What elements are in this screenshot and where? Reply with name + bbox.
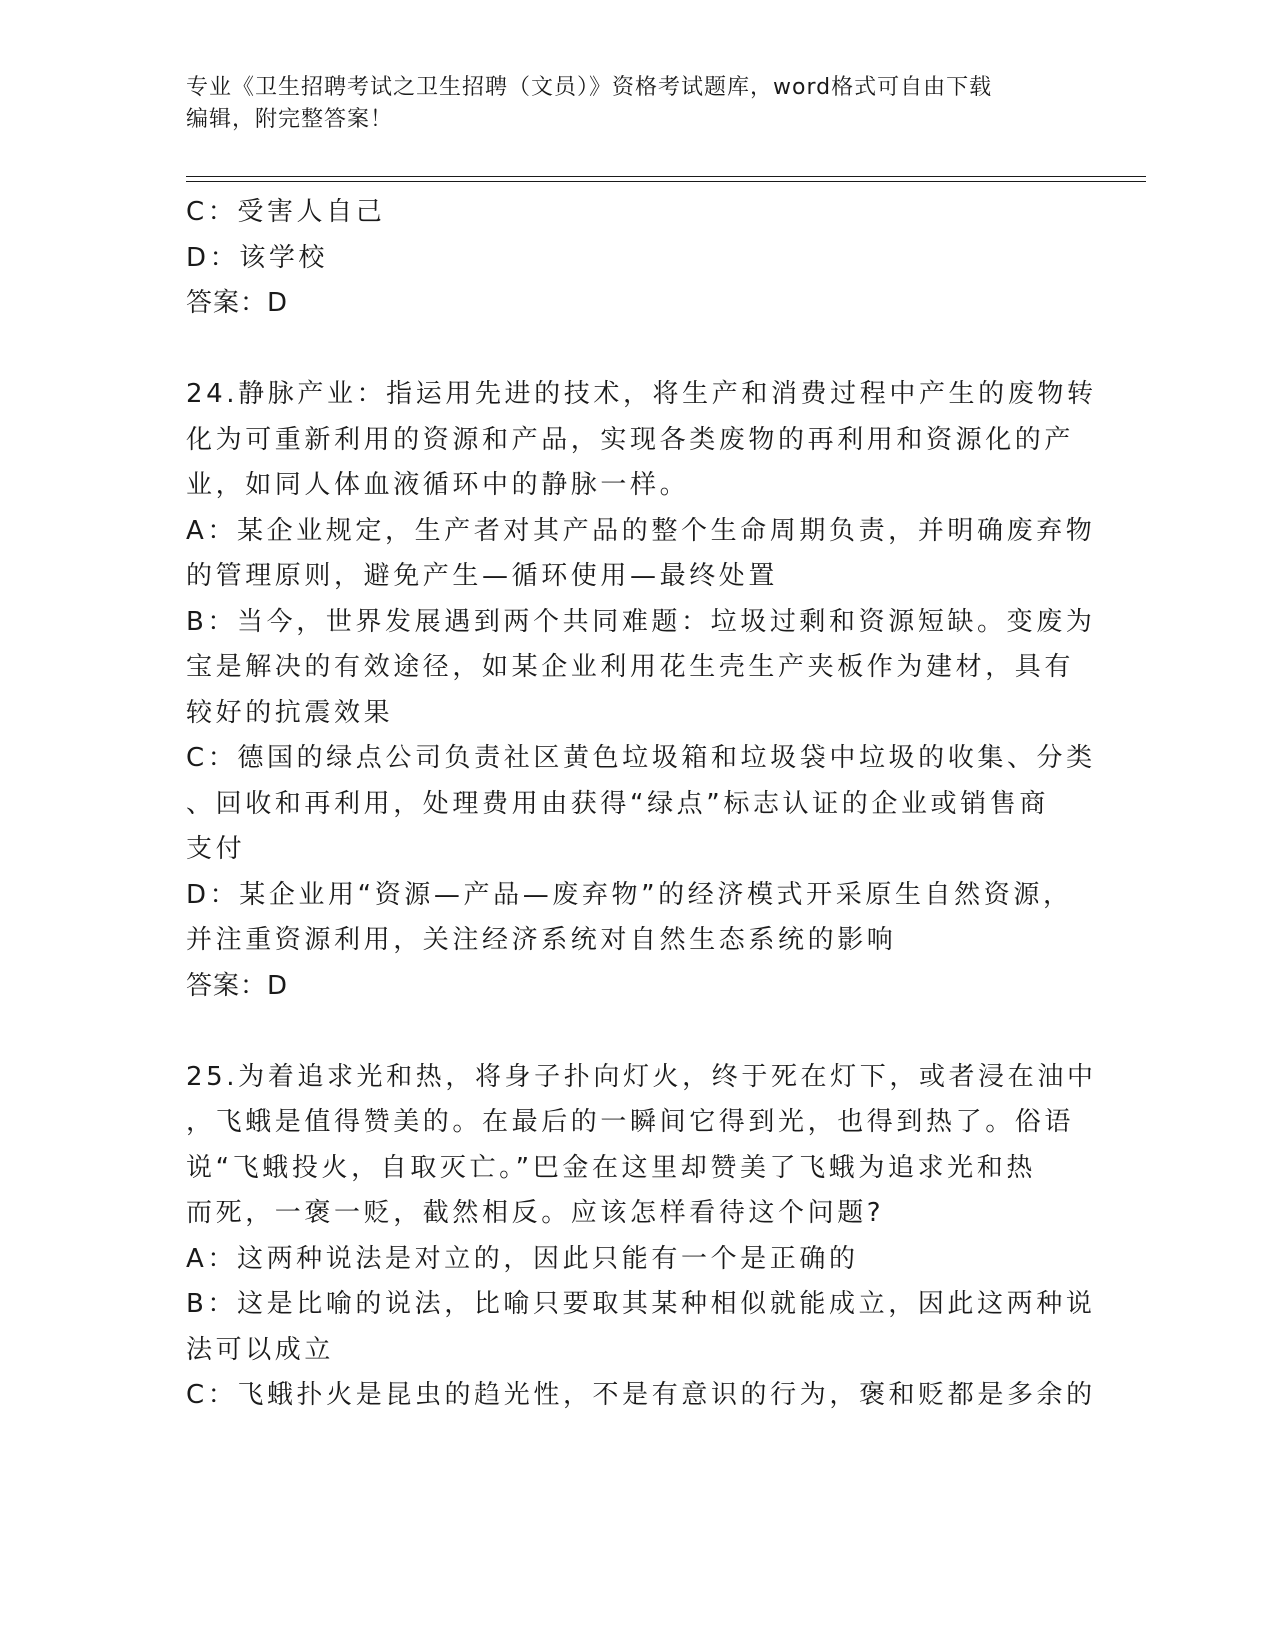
spacer	[186, 327, 1086, 373]
option-d: D：该学校	[186, 242, 329, 273]
option-d: D：某企业用“资源—产品—废弃物”的经济模式开采原生自然资源，	[186, 879, 1073, 910]
answer: 答案：D	[186, 288, 289, 318]
question-24	[186, 372, 1097, 1009]
option-a: 的管理原则，避免产生—循环使用—最终处置	[186, 561, 779, 591]
header-divider	[186, 181, 1146, 182]
question-23-tail	[186, 190, 1086, 327]
question-25	[186, 1055, 1097, 1419]
question-stem: 业，如同人体血液循环中的静脉一样。	[186, 470, 690, 500]
document-header	[186, 72, 1086, 136]
header-line: 专业《卫生招聘考试之卫生招聘（文员）》资格考试题库，word格式可自由下载	[186, 75, 993, 100]
question-stem: 而死，一褒一贬，截然相反。应该怎样看待这个问题?	[186, 1198, 885, 1228]
option-a: A：这两种说法是对立的，因此只能有一个是正确的	[186, 1243, 859, 1274]
header-line: 编辑，附完整答案！	[186, 107, 394, 132]
option-c: C：受害人自己	[186, 197, 386, 227]
option-b: B：当今，世界发展遇到两个共同难题：垃圾过剩和资源短缺。变废为	[186, 606, 1096, 637]
option-b: 法可以成立	[186, 1334, 335, 1365]
question-stem: 说“飞蛾投火，自取灭亡。”巴金在这里却赞美了飞蛾为追求光和热	[186, 1152, 1036, 1183]
option-c: 支付	[186, 834, 246, 864]
question-stem: 25.为着追求光和热，将身子扑向灯火，终于死在灯下，或者浸在油中	[186, 1061, 1097, 1092]
document-body	[186, 190, 1097, 1419]
question-stem: 24.静脉产业：指运用先进的技术，将生产和消费过程中产生的废物转	[186, 379, 1097, 409]
option-c: 、回收和再利用，处理费用由获得“绿点”标志认证的企业或销售商	[186, 788, 1049, 819]
question-stem: ，飞蛾是值得赞美的。在最后的一瞬间它得到光，也得到热了。俗语	[186, 1107, 1075, 1137]
option-a: A：某企业规定，生产者对其产品的整个生命周期负责，并明确废弃物	[186, 515, 1096, 546]
spacer	[186, 1009, 1086, 1055]
answer: 答案：D	[186, 970, 289, 1001]
header-divider	[186, 176, 1146, 177]
option-d: 并注重资源利用，关注经济系统对自然生态系统的影响	[186, 925, 897, 955]
option-c: C：飞蛾扑火是昆虫的趋光性，不是有意识的行为，褒和贬都是多余的	[186, 1380, 1096, 1410]
question-stem: 化为可重新利用的资源和产品，实现各类废物的再利用和资源化的产	[186, 424, 1075, 455]
option-b: 宝是解决的有效途径，如某企业利用花生壳生产夹板作为建材，具有	[186, 652, 1075, 682]
option-b: B：这是比喻的说法，比喻只要取其某种相似就能成立，因此这两种说	[186, 1289, 1096, 1319]
option-b: 较好的抗震效果	[186, 697, 394, 728]
option-c: C：德国的绿点公司负责社区黄色垃圾箱和垃圾袋中垃圾的收集、分类	[186, 743, 1096, 773]
